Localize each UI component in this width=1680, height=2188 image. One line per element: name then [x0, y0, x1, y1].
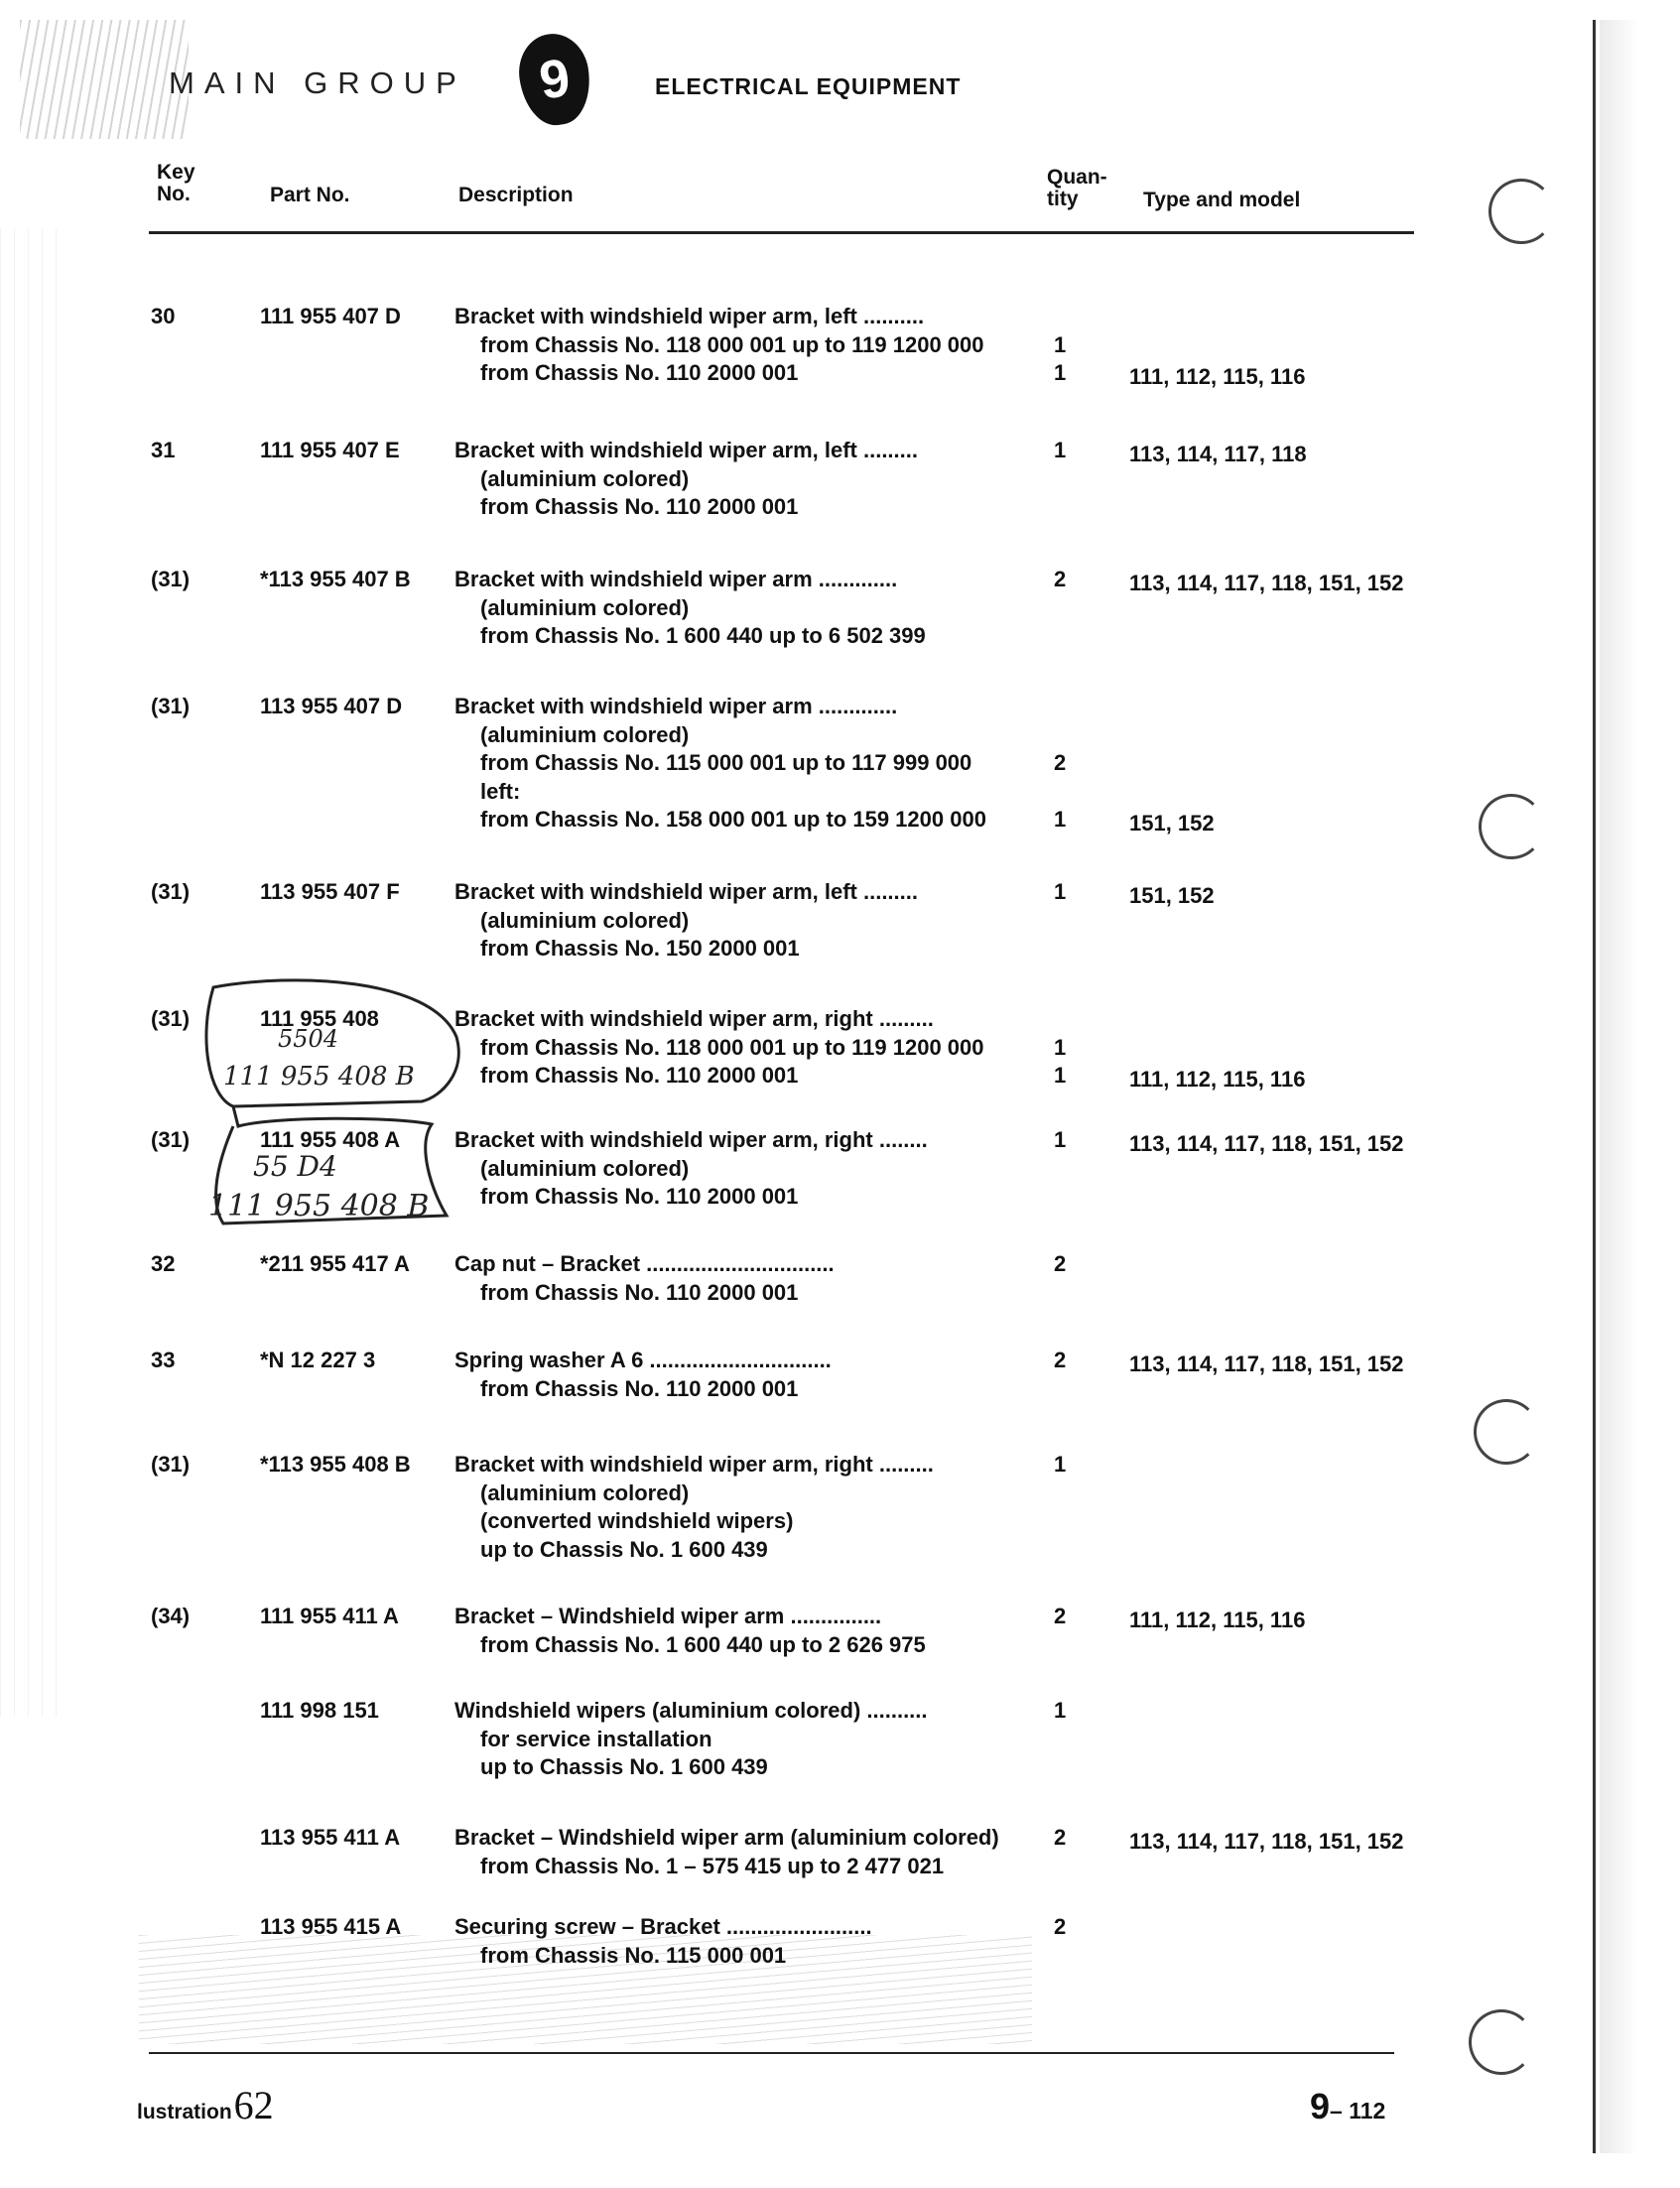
description-main: Cap nut – Bracket ...............................	[454, 1251, 835, 1276]
group-number-badge: 9	[514, 30, 595, 130]
quantity: 1	[1054, 438, 1067, 462]
description-detail: from Chassis No. 110 2000 001	[480, 1279, 799, 1305]
quantity: 2	[1054, 1251, 1067, 1276]
part-number: *211 955 417 A	[260, 1251, 410, 1276]
type-model: 111, 112, 115, 116	[1129, 1608, 1306, 1632]
key-number: (31)	[151, 1452, 191, 1477]
description-main: Bracket with windshield wiper arm, right .........	[454, 1006, 934, 1031]
type-model: 113, 114, 117, 118	[1129, 442, 1307, 466]
key-number: (31)	[151, 694, 191, 718]
part-number: *N 12 227 3	[260, 1348, 376, 1372]
description-detail: left:	[480, 778, 521, 804]
quantity: 1	[1054, 807, 1067, 832]
page-number-major: 9	[1310, 2086, 1331, 2126]
part-number: 111 998 151	[260, 1698, 379, 1723]
key-number: 32	[151, 1251, 176, 1276]
description-detail: (converted windshield wipers)	[480, 1508, 794, 1533]
description-detail: (aluminium colored)	[480, 721, 690, 747]
type-model: 151, 152	[1129, 811, 1215, 836]
page-number	[1310, 2086, 1385, 2127]
description-detail: (aluminium colored)	[480, 1155, 690, 1181]
quantity: 2	[1054, 567, 1067, 591]
quantity: 1	[1054, 1698, 1067, 1723]
description-detail: from Chassis No. 115 000 001 up to 117 999 000	[480, 750, 972, 775]
illustration-number: 62	[233, 2083, 274, 2127]
quantity: 1	[1054, 879, 1067, 904]
illustration-ref	[137, 2082, 274, 2128]
quantity: 1	[1054, 1034, 1067, 1060]
description-detail: from Chassis No. 158 000 001 up to 159 1200 000	[480, 807, 986, 832]
key-number: (31)	[151, 1127, 191, 1152]
key-number: (31)	[151, 1006, 191, 1031]
col-header-key: Key No.	[157, 161, 195, 205]
description-detail: up to Chassis No. 1 600 439	[480, 1754, 768, 1779]
binder-hole-mark	[1488, 179, 1554, 244]
key-number: 33	[151, 1348, 176, 1372]
handwritten-note-line-2: 111 955 408 B	[223, 1062, 415, 1092]
type-model: 113, 114, 117, 118, 151, 152	[1129, 1829, 1404, 1854]
part-number: *113 955 407 B	[260, 567, 411, 591]
binder-hole-mark	[1474, 1399, 1539, 1465]
part-number: 113 955 407 D	[260, 694, 403, 718]
illustration-label: lustration	[137, 2101, 232, 2124]
description-detail: from Chassis No. 1 – 575 415 up to 2 477 021	[480, 1853, 945, 1878]
main-group-label: MAIN GROUP	[169, 65, 466, 100]
part-number: 111 955 407 E	[260, 438, 400, 462]
key-number: (34)	[151, 1604, 191, 1628]
key-number: (31)	[151, 567, 191, 591]
part-number: *113 955 408 B	[260, 1452, 411, 1477]
description-detail: from Chassis No. 1 600 440 up to 6 502 399	[480, 623, 926, 648]
handwritten-note-line-1: 5504	[278, 1025, 339, 1053]
binder-hole-mark	[1479, 794, 1544, 859]
type-model: 113, 114, 117, 118, 151, 152	[1129, 1131, 1404, 1156]
description-main: Windshield wipers (aluminium colored) ..........	[454, 1698, 928, 1723]
description-main: Bracket with windshield wiper arm, left .........	[454, 438, 918, 462]
description-detail: for service installation	[480, 1726, 712, 1751]
quantity: 2	[1054, 1604, 1067, 1628]
type-model: 113, 114, 117, 118, 151, 152	[1129, 1351, 1404, 1376]
scan-noise-left	[0, 228, 60, 1717]
description-main: Spring washer A 6 ..............................	[454, 1348, 832, 1372]
type-model: 111, 112, 115, 116	[1129, 364, 1306, 389]
group-title: ELECTRICAL EQUIPMENT	[655, 73, 962, 99]
quantity: 2	[1054, 750, 1067, 775]
description-detail: from Chassis No. 110 2000 001	[480, 1184, 799, 1209]
quantity: 2	[1054, 1348, 1067, 1372]
part-number: 113 955 411 A	[260, 1825, 401, 1850]
type-model: 113, 114, 117, 118, 151, 152	[1129, 571, 1404, 595]
scan-noise-top-left	[20, 20, 189, 139]
description-detail: from Chassis No. 150 2000 001	[480, 936, 800, 961]
part-number: 111 955 411 A	[260, 1604, 399, 1628]
quantity: 1	[1054, 1452, 1067, 1477]
description-detail: from Chassis No. 110 2000 001	[480, 1375, 799, 1401]
description-main: Bracket with windshield wiper arm .............	[454, 567, 898, 591]
type-model: 111, 112, 115, 116	[1129, 1067, 1306, 1092]
description-detail: from Chassis No. 115 000 001	[480, 1942, 787, 1968]
key-number: (31)	[151, 879, 191, 904]
description-main: Securing screw – Bracket ........................	[454, 1914, 872, 1939]
description-main: Bracket with windshield wiper arm, left .........	[454, 879, 918, 904]
quantity: 1	[1054, 331, 1067, 357]
description-main: Bracket – Windshield wiper arm ...............	[454, 1604, 882, 1628]
description-detail: from Chassis No. 110 2000 001	[480, 1063, 799, 1088]
description-detail: from Chassis No. 110 2000 001	[480, 494, 799, 519]
footer-rule	[149, 2052, 1394, 2054]
part-number: 113 955 407 F	[260, 879, 400, 904]
type-model: 151, 152	[1129, 883, 1215, 908]
description-detail: (aluminium colored)	[480, 465, 690, 491]
quantity: 2	[1054, 1914, 1067, 1939]
col-header-part: Part No.	[270, 184, 350, 206]
quantity: 1	[1054, 360, 1067, 385]
description-main: Bracket – Windshield wiper arm (aluminium colored)	[454, 1825, 999, 1850]
quantity: 2	[1054, 1825, 1067, 1850]
quantity: 1	[1054, 1063, 1067, 1088]
description-main: Bracket with windshield wiper arm, right ........	[454, 1127, 928, 1152]
description-detail: from Chassis No. 118 000 001 up to 119 1200 000	[480, 331, 984, 357]
handwritten-annotation	[194, 977, 471, 1235]
key-number: 31	[151, 438, 176, 462]
part-number: 111 955 407 D	[260, 304, 401, 328]
description-detail: from Chassis No. 110 2000 001	[480, 360, 799, 385]
part-number: 113 955 415 A	[260, 1914, 402, 1939]
description-main: Bracket with windshield wiper arm, right .........	[454, 1452, 934, 1477]
part-number: 111 955 408 A	[260, 1127, 401, 1152]
binder-hole-mark	[1469, 2009, 1534, 2075]
page-number-minor: – 112	[1330, 2098, 1386, 2124]
key-number: 30	[151, 304, 176, 328]
col-header-description: Description	[458, 184, 574, 206]
quantity: 1	[1054, 1127, 1067, 1152]
handwritten-note-line-3: 55 D4	[253, 1150, 337, 1183]
part-number: 111 955 408	[260, 1006, 379, 1031]
col-header-quantity: Quan- tity	[1047, 166, 1107, 210]
description-main: Bracket with windshield wiper arm .............	[454, 694, 898, 718]
page-spine-shadow	[1600, 20, 1639, 2153]
description-detail: (aluminium colored)	[480, 1480, 690, 1505]
description-detail: from Chassis No. 118 000 001 up to 119 1200 000	[480, 1034, 984, 1060]
description-detail: (aluminium colored)	[480, 907, 690, 933]
header-rule	[149, 231, 1414, 234]
description-detail: up to Chassis No. 1 600 439	[480, 1536, 768, 1562]
page-spine-line	[1593, 20, 1596, 2153]
description-detail: from Chassis No. 1 600 440 up to 2 626 975	[480, 1631, 926, 1657]
col-header-type: Type and model	[1143, 189, 1301, 211]
description-detail: (aluminium colored)	[480, 594, 690, 620]
handwritten-note-line-4: 111 955 408 B	[208, 1189, 430, 1223]
description-main: Bracket with windshield wiper arm, left ..........	[454, 304, 925, 328]
